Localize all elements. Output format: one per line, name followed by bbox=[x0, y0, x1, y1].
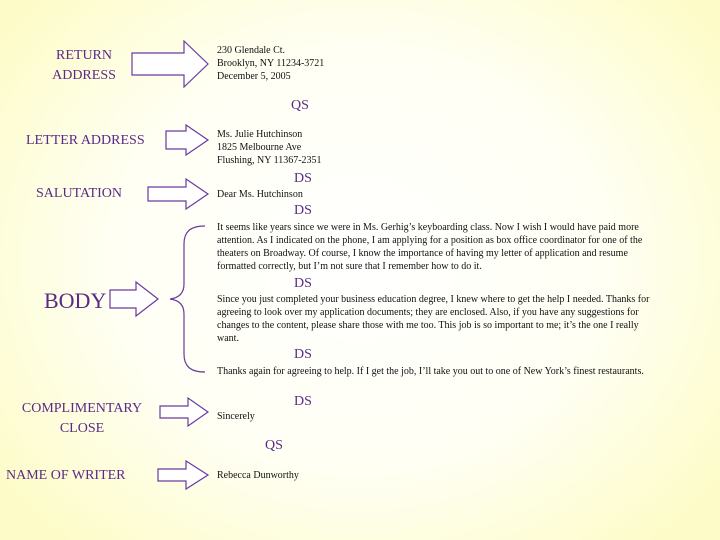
arrow-name-of-writer-icon bbox=[158, 461, 208, 489]
body-paragraph-1: It seems like years since we were in Ms. Gerhig’s keyboarding class. Now I wish I would have paid more attention. As I indicated on the phone, I am applying for a position as box office coordinator for one of the theaters on Broadway. Of course, I know the importance of having my letter of application and resume formatted correctly, but I’m not sure that I remember how to do it. bbox=[217, 222, 643, 272]
body-paragraph-2: Since you just completed your business education degree, I knew where to get the help I needed. Thanks for agreeing to look over my application documents; they are enclosed. Also, if you have any suggestions for changes to the content, please share those with me too. This job is so important to me; it’s the one I really want. bbox=[217, 294, 650, 344]
letter-address-block: Ms. Julie Hutchinson 1825 Melbourne Ave Flushing, NY 11367-2351 bbox=[217, 129, 322, 166]
complimentary-close-text: Sincerely bbox=[217, 411, 255, 422]
return-address-block: 230 Glendale Ct. Brooklyn, NY 11234-3721 December 5, 2005 bbox=[217, 45, 325, 82]
label-letter-address: LETTER ADDRESS bbox=[26, 133, 145, 148]
spacing-ds-4: DS bbox=[294, 347, 312, 362]
arrow-letter-address-icon bbox=[166, 125, 208, 155]
arrow-complimentary-close-icon bbox=[160, 398, 208, 426]
label-complimentary-close: COMPLIMENTARY CLOSE bbox=[21, 401, 143, 436]
arrow-salutation-icon bbox=[148, 179, 208, 209]
label-return-address: RETURN ADDRESS bbox=[52, 48, 116, 83]
spacing-qs-2: QS bbox=[265, 438, 283, 453]
spacing-ds-3: DS bbox=[294, 276, 312, 291]
label-salutation: SALUTATION bbox=[36, 186, 122, 201]
body-paragraph-3: Thanks again for agreeing to help. If I get the job, I’ll take you out to one of New York’s finest restaurants. bbox=[217, 366, 644, 377]
salutation-text: Dear Ms. Hutchinson bbox=[217, 189, 303, 200]
spacing-ds-5: DS bbox=[294, 394, 312, 409]
writer-name-text: Rebecca Dunworthy bbox=[217, 470, 299, 481]
label-body: BODY bbox=[44, 288, 107, 313]
spacing-ds-1: DS bbox=[294, 171, 312, 186]
body-brace-icon bbox=[170, 226, 205, 372]
arrow-body-icon bbox=[110, 282, 158, 316]
spacing-ds-2: DS bbox=[294, 203, 312, 218]
spacing-qs-1: QS bbox=[291, 98, 309, 113]
arrow-return-address-icon bbox=[132, 41, 208, 87]
label-name-of-writer: NAME OF WRITER bbox=[6, 468, 126, 483]
